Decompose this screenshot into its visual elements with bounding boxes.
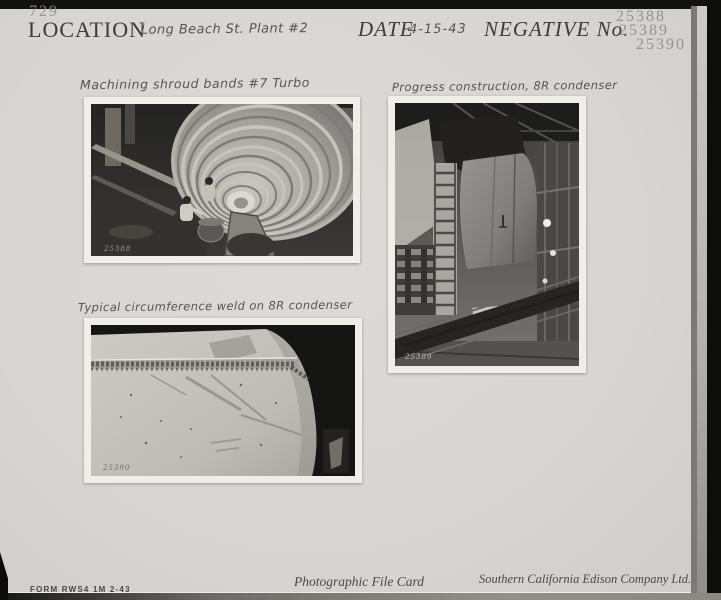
photo-caption-weld: Typical circumference weld on 8R condenser	[77, 297, 353, 315]
card-title: Photographic File Card	[294, 574, 424, 589]
company-name: Southern California Edison Company Ltd.	[479, 572, 692, 586]
photo-negative-stamp: 25390	[103, 464, 131, 472]
photo-negative-stamp: 25388	[104, 245, 132, 253]
negative-number-label: NEGATIVE No.	[484, 17, 630, 41]
photo-turbine-machining	[84, 97, 360, 263]
date-value: 4-15-43	[408, 21, 467, 38]
card-right-shadow	[691, 6, 697, 600]
form-number: FORM RWS4 1M 2-43	[30, 585, 131, 594]
photo-turbine-image	[91, 104, 353, 256]
scan-edge-bottom	[0, 593, 721, 600]
photo-caption-turbine: Machining shroud bands #7 Turbo	[79, 74, 310, 93]
work-light	[550, 250, 556, 256]
condenser-shell	[460, 153, 537, 269]
location-value: Long Beach St. Plant #2	[140, 21, 309, 38]
condenser-photo-art	[395, 103, 579, 366]
scan-edge-right	[707, 0, 721, 600]
photo-caption-condenser-construction: Progress construction, 8R condenser	[391, 77, 618, 95]
scaffolding-right	[537, 143, 579, 343]
photo-negative-stamp: 25389	[405, 353, 433, 361]
work-light	[543, 219, 551, 227]
machinery-column	[125, 104, 135, 144]
file-card	[0, 3, 692, 594]
photo-condenser-image	[395, 103, 579, 366]
photo-circumference-weld	[84, 318, 362, 483]
negative-number-stamp: 25390	[636, 36, 686, 53]
work-light	[543, 279, 548, 284]
location-label: LOCATION	[28, 17, 146, 42]
negative-number-stamp: 25389	[619, 22, 669, 39]
floor-shadow	[109, 225, 153, 239]
background-object	[323, 429, 349, 473]
negative-number-stamp: 25388	[616, 8, 666, 25]
work-drum	[198, 218, 224, 242]
wood-cribbing	[395, 245, 435, 315]
scaffold-ladder-column	[433, 163, 457, 315]
photo-weld-image	[91, 325, 355, 476]
date-label: DATE	[358, 17, 414, 41]
scan-edge-top	[0, 0, 721, 9]
card-sequence-stamp: 729	[29, 3, 59, 20]
photo-condenser-construction	[388, 96, 586, 373]
turbine-photo-art	[91, 104, 353, 256]
weld-photo-art	[91, 325, 355, 476]
